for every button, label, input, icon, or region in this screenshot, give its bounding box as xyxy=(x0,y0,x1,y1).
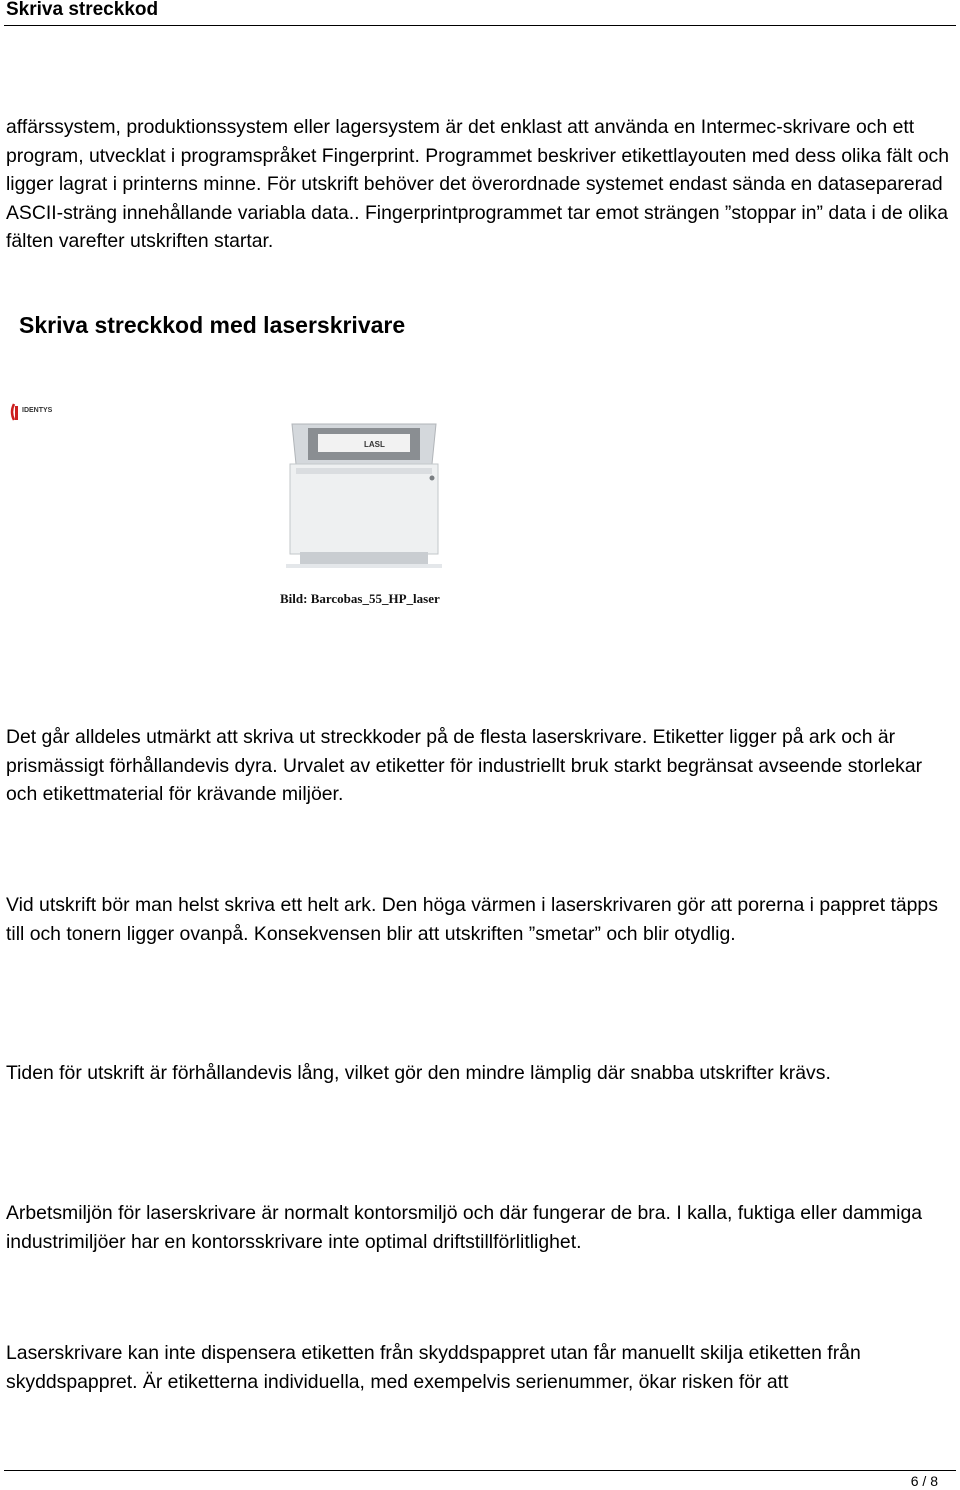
printer-figure xyxy=(0,390,520,620)
identys-logo xyxy=(12,404,53,420)
document-title: Skriva streckkod xyxy=(6,0,159,20)
logo-text: IDENTYS xyxy=(22,407,53,414)
header-divider xyxy=(4,25,956,26)
paragraph-2: Vid utskrift bör man helst skriva ett helt ark. Den höga värmen i laserskrivaren gör att porerna i pappret täpps till och tonern ligger ovanpå. Konsekvensen blir att utskriften ”smetar” och blir otydlig. xyxy=(6,894,938,945)
figure-caption: Bild: Barcobas_55_HP_laser xyxy=(280,591,440,606)
footer-divider xyxy=(4,1470,956,1471)
printer-illustration xyxy=(286,424,442,568)
paragraph-5: Laserskrivare kan inte dispensera etiketten från skyddspappret utan får manuellt skilja etiketten från skyddspappret. Är etiketterna individuella, med exempelvis serienummer, ökar risken för att xyxy=(6,1342,861,1393)
section-heading: Skriva streckkod med laserskrivare xyxy=(19,312,406,338)
page-number: 6 / 8 xyxy=(910,1473,938,1489)
paragraph-3: Tiden för utskrift är förhållandevis lång, vilket gör den mindre lämplig där snabba utskrifter krävs. xyxy=(6,1062,831,1084)
intro-paragraph: affärssystem, produktionssystem eller lagersystem är det enklast att använda en Intermec-skrivare och ett program, utvecklat i programspråket Fingerprint. Programmet beskriver etikettlayouten med dess olika fält och ligger lagrat i printerns minne. För utskrift behöver det överordnade systemet endast sända en dataseparerad ASCII-sträng innehållande variabla data.. Fingerprintprogrammet tar emot strängen ”stoppar in” data i de olika fälten varefter utskriften startar. xyxy=(6,116,950,252)
printer-image xyxy=(0,390,520,620)
paragraph-1: Det går alldeles utmärkt att skriva ut streckkoder på de flesta laserskrivare. Etiketter ligger på ark och är prismässigt förhållandevis dyra. Urvalet av etiketter för industriellt bruk starkt begränsat avseende storlekar och etikettmaterial för krävande miljöer. xyxy=(6,726,923,805)
printer-panel-text: LASL xyxy=(364,440,385,449)
paragraph-4: Arbetsmiljön för laserskrivare är normalt kontorsmiljö och där fungerar de bra. I kalla, fuktiga eller dammiga industrimiljöer har en kontorsskrivare inte optimal driftstillförlitlighet. xyxy=(6,1202,923,1253)
